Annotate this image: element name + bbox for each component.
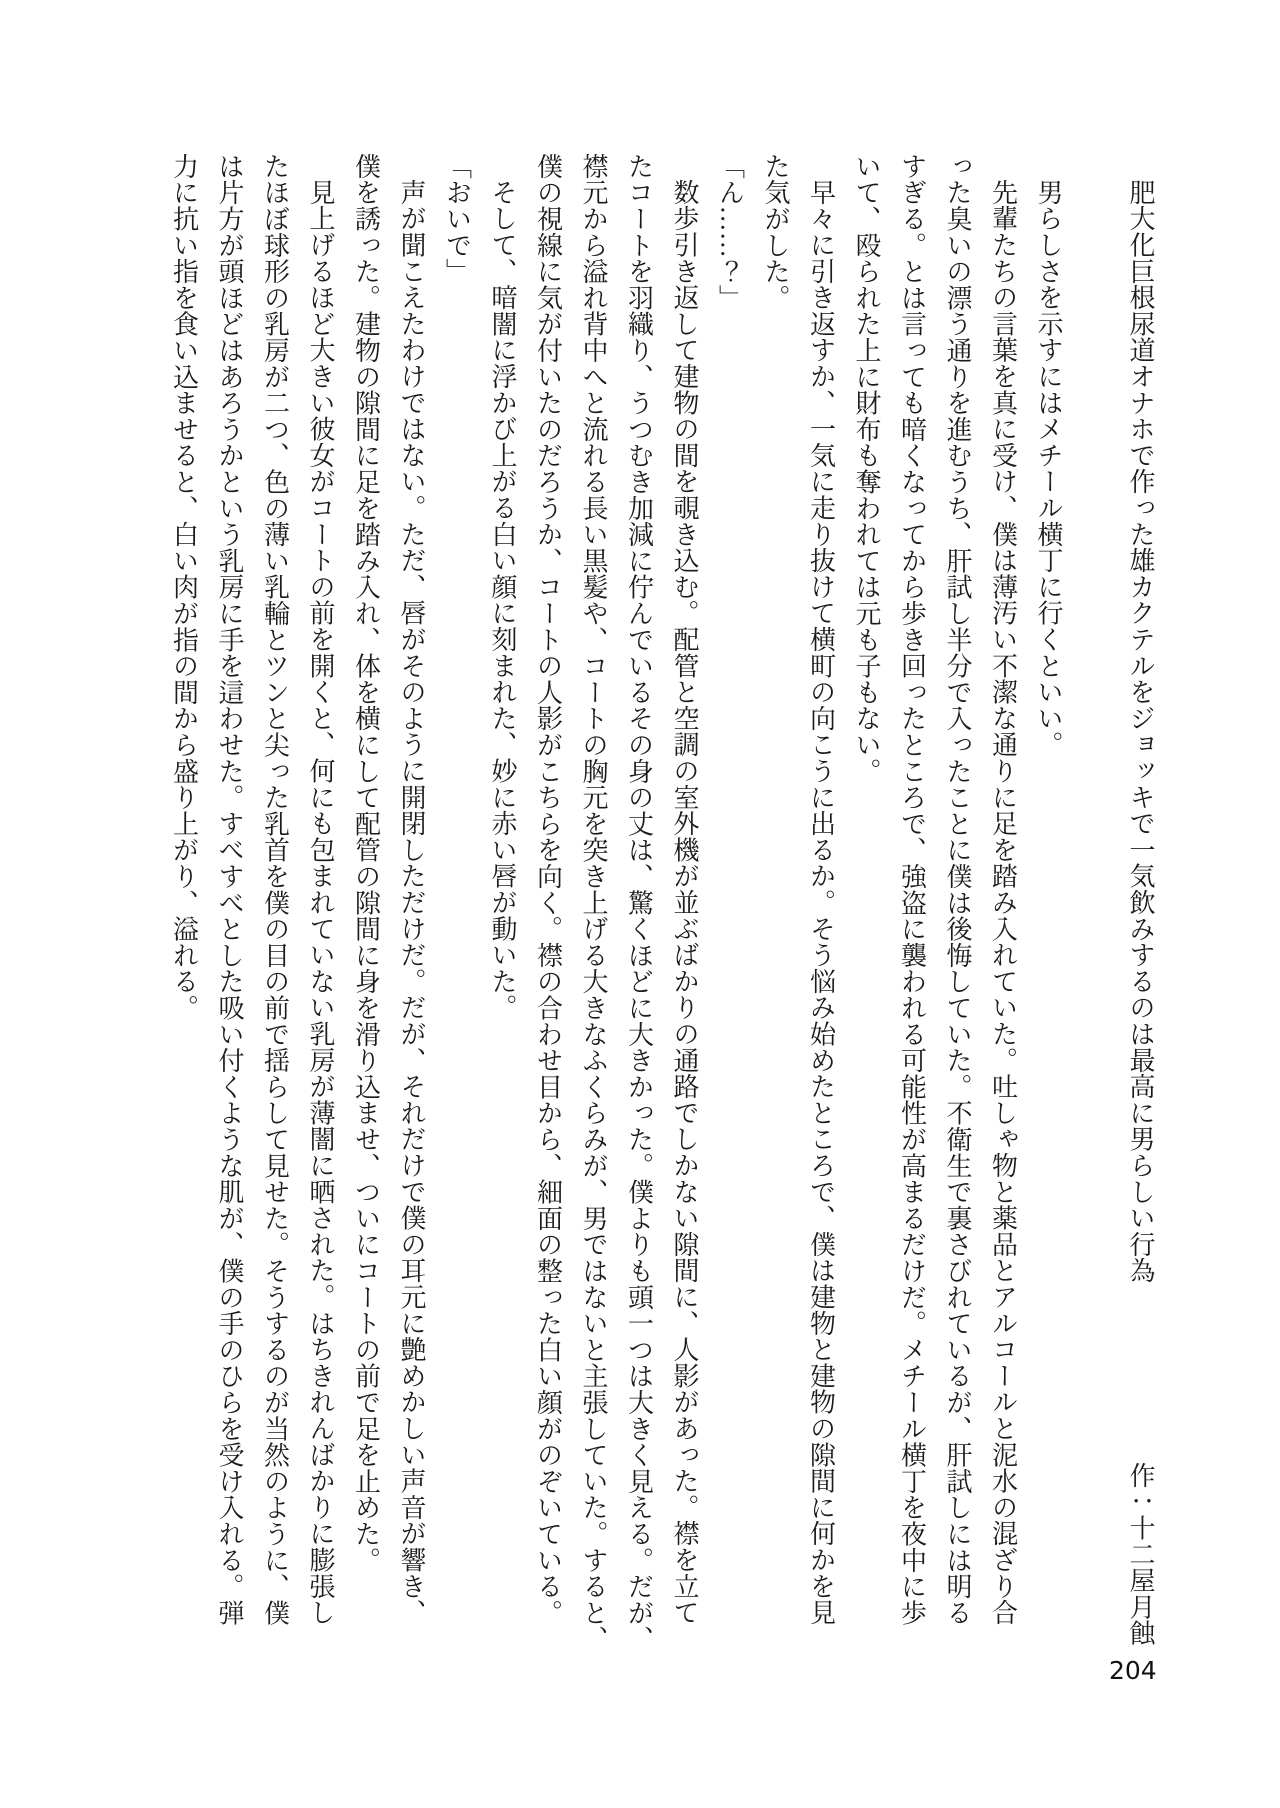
text-column: った臭いの漂う通りを進むうち、肝試し半分で入ったことに僕は後悔していた。不衛生で裏さびれているが、肝試しには明る [943, 153, 972, 1626]
page-number: 204 [1109, 1656, 1157, 1685]
text-column: そして、暗闇に浮かび上がる白い顔に刻まれた、妙に赤い唇が動いた。 [488, 179, 517, 1021]
text-column: 僕を誘った。建物の隙間に足を踏み入れ、体を横にして配管の隙間に身を滑り込ませ、ついにコートの前で足を止めた。 [351, 153, 381, 1574]
text-column: たコートを羽織り、うつむき加減に佇んでいるその身の丈は、驚くほどに大きかった。僕よりも頭一つは大きく見える。だが、 [624, 153, 654, 1653]
text-column: 僕の視線に気が付いたのだろうか、コートの人影がこちらを向く。襟の合わせ目から、細面の整った白い顔がのぞいている。 [533, 153, 563, 1626]
text-column: 力に抗い指を食い込ませると、白い肉が指の間から盛り上がり、溢れる。 [169, 153, 199, 1021]
text-column: 「ん……？」 [715, 153, 745, 311]
text-column: 数歩引き返して建物の間を覗き込む。配管と空調の室外機が並ぶばかりの通路でしかない隙間に、人影があった。襟を立て [670, 179, 699, 1626]
text-column: 襟元から溢れ背中へと流れる長い黒髪や、コートの胸元を突き上げる大きなふくらみが、男ではないと主張していた。すると、 [579, 153, 608, 1653]
text-column: は片方が頭ほどはあろうかという乳房に手を這わせた。すべすべとした吸い付くような肌が、僕の手のひらを受け入れる。弾 [215, 153, 244, 1626]
text-column: 男らしさを示すにはメチール横丁に行くといい。 [1034, 179, 1063, 758]
text-column: 先輩たちの言葉を真に受け、僕は薄汚い不潔な通りに足を踏み入れていた。吐しゃ物と薬品とアルコールと泥水の混ざり合 [988, 179, 1018, 1626]
text-column: 「おいで」 [442, 153, 472, 285]
text-column: た気がした。 [761, 153, 790, 311]
text-column: 見上げるほど大きい彼女がコートの前を開くと、何にも包まれていない乳房が薄闇に晒された。はちきれんばかりに膨張し [306, 179, 335, 1626]
text-column: 早々に引き返すか、一気に走り抜けて横町の向こうに出るか。そう悩み始めたところで、僕は建物と建物の隙間に何かを見 [806, 179, 836, 1626]
page-title: 肥大化巨根尿道オナホで作った雄カクテルをジョッキで一気飲みするのは最高に男らしい行為 [1126, 179, 1155, 1284]
author-credit: 作：十二屋月蝕 [1126, 1462, 1155, 1647]
text-column: たほぼ球形の乳房が二つ、色の薄い乳輪とツンと尖った乳首を僕の目の前で揺らして見せた。そうするのが当然のように、僕 [260, 153, 290, 1626]
text-column: すぎる。とは言っても暗くなってから歩き回ったところで、強盗に襲われる可能性が高まるだけだ。メチール横丁を夜中に歩 [897, 153, 927, 1626]
text-column: いて、殴られた上に財布も奪われては元も子もない。 [852, 153, 881, 785]
text-column: 声が聞こえたわけではない。ただ、唇がそのように開閉しただけだ。だが、それだけで僕の耳元に艶めかしい声音が響き、 [397, 179, 426, 1626]
